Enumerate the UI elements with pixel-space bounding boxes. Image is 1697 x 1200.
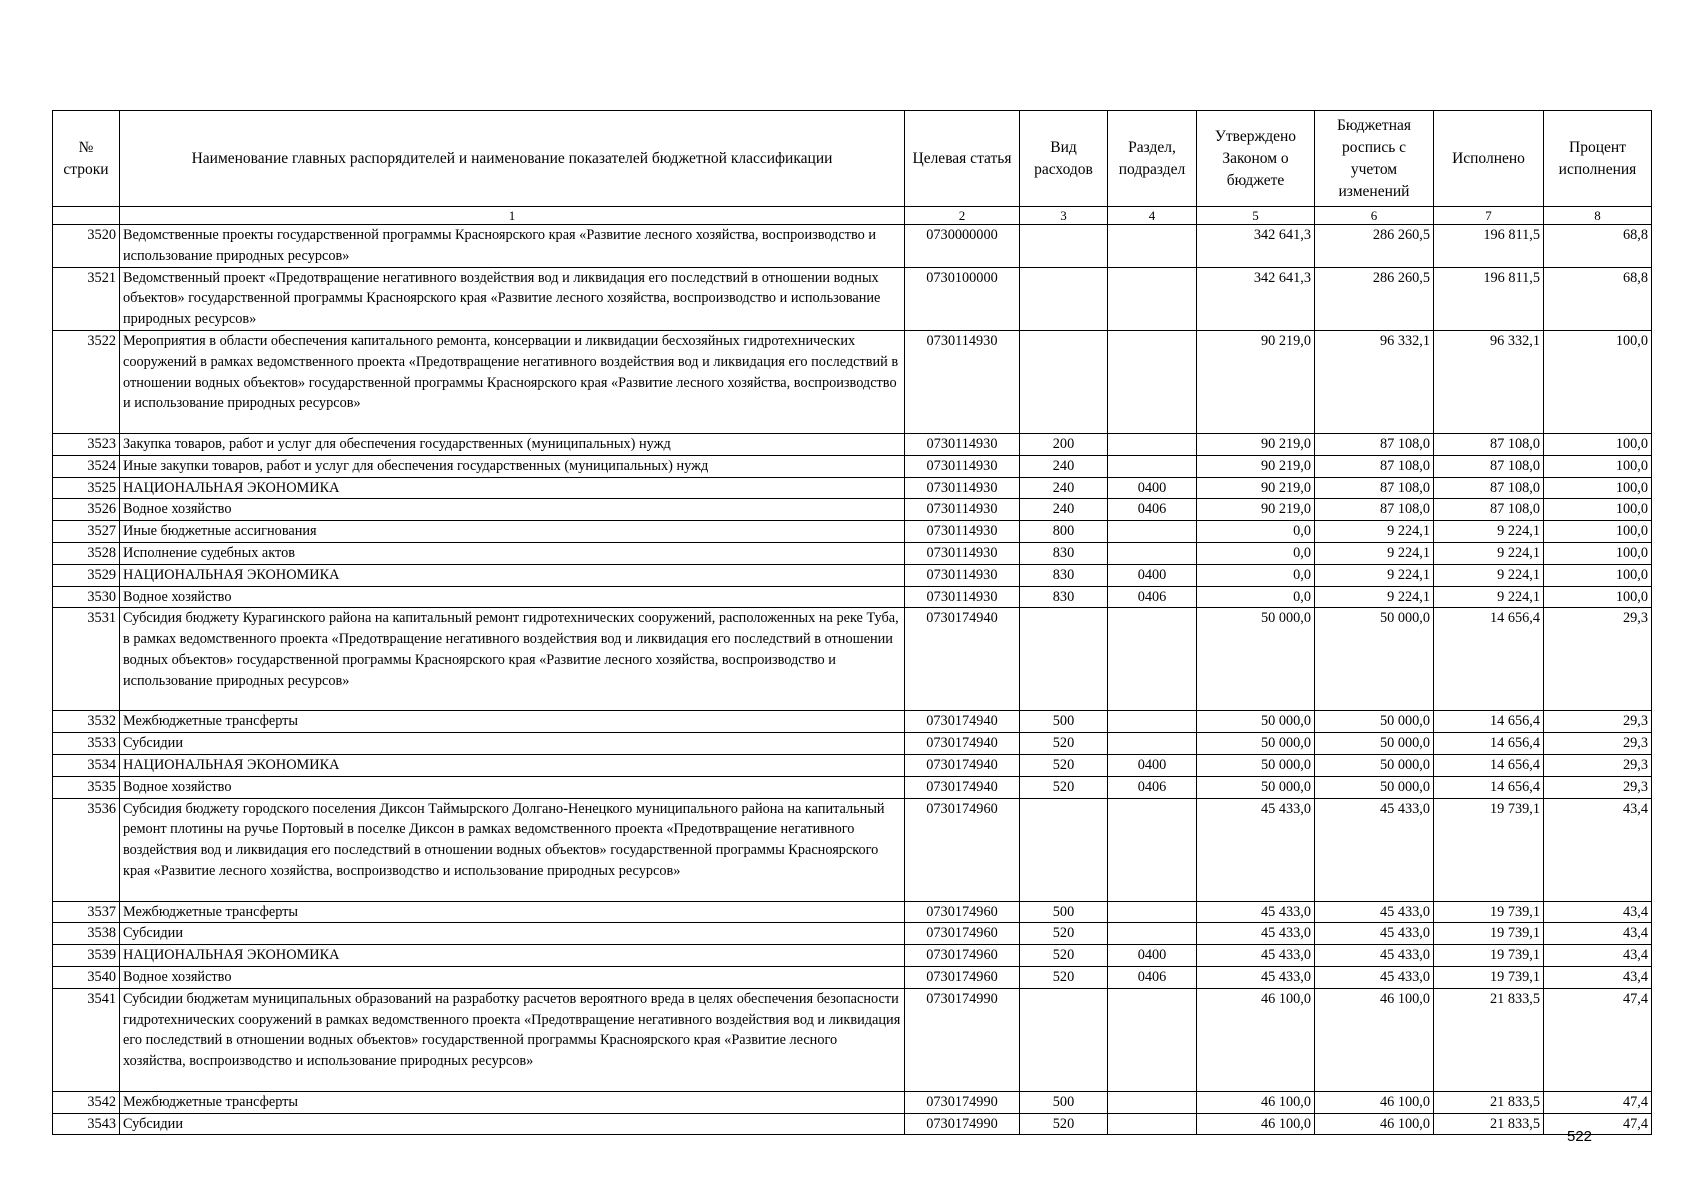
header-row-number: № строки	[53, 111, 120, 207]
table-row	[53, 564, 1652, 586]
table-row	[53, 521, 1652, 543]
approved-cell: 46 100,0	[1197, 1113, 1315, 1135]
expense-type-cell: 240	[1020, 455, 1108, 477]
column-number: 8	[1544, 207, 1652, 225]
header-expense-type: Вид расходов	[1020, 111, 1108, 207]
table-row	[53, 608, 1652, 711]
section-cell	[1108, 542, 1197, 564]
approved-cell: 50 000,0	[1197, 608, 1315, 711]
table-row	[53, 477, 1652, 499]
planned-cell: 96 332,1	[1315, 330, 1434, 433]
table-row	[53, 455, 1652, 477]
name-cell: Межбюджетные трансферты	[120, 711, 905, 733]
table-row	[53, 945, 1652, 967]
expense-type-cell: 800	[1020, 521, 1108, 543]
executed-cell: 21 833,5	[1434, 988, 1544, 1091]
expense-type-cell: 240	[1020, 499, 1108, 521]
percent-cell: 100,0	[1544, 564, 1652, 586]
row-number-cell: 3533	[53, 733, 120, 755]
row-number-cell: 3522	[53, 330, 120, 433]
percent-cell: 100,0	[1544, 455, 1652, 477]
row-number-cell: 3528	[53, 542, 120, 564]
name-cell: Ведомственные проекты государственной программы Красноярского края «Развитие лесного хозяйства, воспроизводство и использование природных ресурсов»	[120, 225, 905, 268]
section-cell	[1108, 225, 1197, 268]
target-article-cell: 0730100000	[905, 267, 1020, 330]
section-cell	[1108, 608, 1197, 711]
executed-cell: 14 656,4	[1434, 608, 1544, 711]
section-cell: 0400	[1108, 564, 1197, 586]
page-number: 522	[1567, 1128, 1593, 1145]
executed-cell: 196 811,5	[1434, 267, 1544, 330]
header-row	[53, 111, 1652, 207]
name-cell: НАЦИОНАЛЬНАЯ ЭКОНОМИКА	[120, 564, 905, 586]
section-cell: 0406	[1108, 586, 1197, 608]
expense-type-cell: 500	[1020, 901, 1108, 923]
budget-execution-table	[52, 110, 1652, 1135]
expense-type-cell: 520	[1020, 733, 1108, 755]
executed-cell: 14 656,4	[1434, 776, 1544, 798]
planned-cell: 9 224,1	[1315, 521, 1434, 543]
row-number-cell: 3535	[53, 776, 120, 798]
percent-cell: 43,4	[1544, 923, 1652, 945]
planned-cell: 286 260,5	[1315, 225, 1434, 268]
percent-cell: 47,4	[1544, 1113, 1652, 1135]
row-number-cell: 3539	[53, 945, 120, 967]
percent-cell: 100,0	[1544, 586, 1652, 608]
column-number: 2	[905, 207, 1020, 225]
row-number-cell: 3526	[53, 499, 120, 521]
approved-cell: 50 000,0	[1197, 754, 1315, 776]
row-number-cell: 3540	[53, 966, 120, 988]
target-article-cell: 0730174940	[905, 711, 1020, 733]
planned-cell: 45 433,0	[1315, 945, 1434, 967]
expense-type-cell: 520	[1020, 923, 1108, 945]
percent-cell: 43,4	[1544, 901, 1652, 923]
percent-cell: 100,0	[1544, 477, 1652, 499]
expense-type-cell: 500	[1020, 711, 1108, 733]
section-cell	[1108, 521, 1197, 543]
name-cell: Иные бюджетные ассигнования	[120, 521, 905, 543]
section-cell	[1108, 988, 1197, 1091]
row-number-cell: 3529	[53, 564, 120, 586]
target-article-cell: 0730174960	[905, 901, 1020, 923]
target-article-cell: 0730114930	[905, 433, 1020, 455]
column-number: 5	[1197, 207, 1315, 225]
row-number-cell: 3530	[53, 586, 120, 608]
table-row	[53, 499, 1652, 521]
table-row	[53, 1091, 1652, 1113]
approved-cell: 50 000,0	[1197, 711, 1315, 733]
percent-cell: 29,3	[1544, 711, 1652, 733]
approved-cell: 0,0	[1197, 521, 1315, 543]
name-cell: Субсидия бюджету Курагинского района на капитальный ремонт гидротехнических сооружений, расположенных на реке Туба, в рамках ведомственного проекта «Предотвращение негативного воздействия вод и ликвидация его последствий в отношении водных объектов» государственной программы Красноярского края «Развитие лесного хозяйства, воспроизводство и использование природных ресурсов»	[120, 608, 905, 711]
header-target-article: Целевая статья	[905, 111, 1020, 207]
target-article-cell: 0730174990	[905, 988, 1020, 1091]
expense-type-cell: 240	[1020, 477, 1108, 499]
planned-cell: 45 433,0	[1315, 798, 1434, 901]
executed-cell: 21 833,5	[1434, 1113, 1544, 1135]
name-cell: Субсидии	[120, 923, 905, 945]
percent-cell: 43,4	[1544, 798, 1652, 901]
name-cell: НАЦИОНАЛЬНАЯ ЭКОНОМИКА	[120, 754, 905, 776]
percent-cell: 47,4	[1544, 1091, 1652, 1113]
approved-cell: 50 000,0	[1197, 776, 1315, 798]
expense-type-cell: 520	[1020, 776, 1108, 798]
name-cell: Мероприятия в области обеспечения капитального ремонта, консервации и ликвидации бесхозяйных гидротехнических сооружений в рамках ведомственного проекта «Предотвращение негативного воздействия вод и ликвидация его последствий в отношении водных объектов» государственной программы Красноярского края «Развитие лесного хозяйства, воспроизводство и использование природных ресурсов»	[120, 330, 905, 433]
executed-cell: 96 332,1	[1434, 330, 1544, 433]
approved-cell: 45 433,0	[1197, 945, 1315, 967]
executed-cell: 19 739,1	[1434, 923, 1544, 945]
header-section: Раздел, подраздел	[1108, 111, 1197, 207]
approved-cell: 90 219,0	[1197, 499, 1315, 521]
expense-type-cell: 830	[1020, 586, 1108, 608]
section-cell: 0400	[1108, 754, 1197, 776]
table-row	[53, 267, 1652, 330]
target-article-cell: 0730114930	[905, 330, 1020, 433]
row-number-cell: 3538	[53, 923, 120, 945]
section-cell	[1108, 711, 1197, 733]
column-number: 7	[1434, 207, 1544, 225]
column-number	[53, 207, 120, 225]
row-number-cell: 3532	[53, 711, 120, 733]
planned-cell: 9 224,1	[1315, 564, 1434, 586]
planned-cell: 50 000,0	[1315, 776, 1434, 798]
section-cell: 0400	[1108, 477, 1197, 499]
column-number: 4	[1108, 207, 1197, 225]
planned-cell: 50 000,0	[1315, 754, 1434, 776]
executed-cell: 87 108,0	[1434, 433, 1544, 455]
name-cell: Водное хозяйство	[120, 499, 905, 521]
target-article-cell: 0730174990	[905, 1091, 1020, 1113]
planned-cell: 45 433,0	[1315, 901, 1434, 923]
expense-type-cell: 520	[1020, 966, 1108, 988]
executed-cell: 9 224,1	[1434, 586, 1544, 608]
approved-cell: 46 100,0	[1197, 1091, 1315, 1113]
approved-cell: 90 219,0	[1197, 477, 1315, 499]
table-row	[53, 542, 1652, 564]
percent-cell: 100,0	[1544, 499, 1652, 521]
target-article-cell: 0730114930	[905, 542, 1020, 564]
section-cell: 0400	[1108, 945, 1197, 967]
approved-cell: 45 433,0	[1197, 923, 1315, 945]
planned-cell: 286 260,5	[1315, 267, 1434, 330]
percent-cell: 29,3	[1544, 776, 1652, 798]
row-number-cell: 3542	[53, 1091, 120, 1113]
percent-cell: 29,3	[1544, 733, 1652, 755]
name-cell: Водное хозяйство	[120, 776, 905, 798]
row-number-cell: 3537	[53, 901, 120, 923]
percent-cell: 68,8	[1544, 225, 1652, 268]
approved-cell: 342 641,3	[1197, 267, 1315, 330]
row-number-cell: 3525	[53, 477, 120, 499]
table-row	[53, 330, 1652, 433]
name-cell: Субсидии	[120, 733, 905, 755]
name-cell: Иные закупки товаров, работ и услуг для обеспечения государственных (муниципальных) нужд	[120, 455, 905, 477]
planned-cell: 46 100,0	[1315, 1091, 1434, 1113]
planned-cell: 9 224,1	[1315, 542, 1434, 564]
planned-cell: 50 000,0	[1315, 608, 1434, 711]
planned-cell: 9 224,1	[1315, 586, 1434, 608]
table-row	[53, 798, 1652, 901]
section-cell	[1108, 267, 1197, 330]
planned-cell: 87 108,0	[1315, 433, 1434, 455]
target-article-cell: 0730174940	[905, 754, 1020, 776]
section-cell	[1108, 433, 1197, 455]
section-cell	[1108, 455, 1197, 477]
name-cell: Водное хозяйство	[120, 966, 905, 988]
approved-cell: 90 219,0	[1197, 455, 1315, 477]
table-row	[53, 901, 1652, 923]
table-row	[53, 1113, 1652, 1135]
section-cell: 0406	[1108, 499, 1197, 521]
target-article-cell: 0730174960	[905, 966, 1020, 988]
expense-type-cell: 830	[1020, 542, 1108, 564]
table-row	[53, 776, 1652, 798]
percent-cell: 68,8	[1544, 267, 1652, 330]
expense-type-cell	[1020, 798, 1108, 901]
percent-cell: 47,4	[1544, 988, 1652, 1091]
table-row	[53, 923, 1652, 945]
approved-cell: 0,0	[1197, 586, 1315, 608]
name-cell: Ведомственный проект «Предотвращение негативного воздействия вод и ликвидация его последствий в отношении водных объектов» государственной программы Красноярского края «Развитие лесного хозяйства, воспроизводство и использование природных ресурсов»	[120, 267, 905, 330]
planned-cell: 45 433,0	[1315, 966, 1434, 988]
percent-cell: 43,4	[1544, 945, 1652, 967]
target-article-cell: 0730174940	[905, 733, 1020, 755]
target-article-cell: 0730174990	[905, 1113, 1020, 1135]
percent-cell: 43,4	[1544, 966, 1652, 988]
section-cell	[1108, 1091, 1197, 1113]
percent-cell: 100,0	[1544, 521, 1652, 543]
approved-cell: 45 433,0	[1197, 798, 1315, 901]
expense-type-cell: 520	[1020, 1113, 1108, 1135]
executed-cell: 19 739,1	[1434, 966, 1544, 988]
executed-cell: 14 656,4	[1434, 711, 1544, 733]
row-number-cell: 3527	[53, 521, 120, 543]
section-cell	[1108, 733, 1197, 755]
section-cell	[1108, 798, 1197, 901]
expense-type-cell	[1020, 225, 1108, 268]
planned-cell: 46 100,0	[1315, 1113, 1434, 1135]
executed-cell: 19 739,1	[1434, 945, 1544, 967]
target-article-cell: 0730174960	[905, 923, 1020, 945]
expense-type-cell: 500	[1020, 1091, 1108, 1113]
name-cell: Водное хозяйство	[120, 586, 905, 608]
executed-cell: 87 108,0	[1434, 477, 1544, 499]
expense-type-cell	[1020, 267, 1108, 330]
executed-cell: 9 224,1	[1434, 542, 1544, 564]
planned-cell: 45 433,0	[1315, 923, 1434, 945]
percent-cell: 29,3	[1544, 754, 1652, 776]
target-article-cell: 0730114930	[905, 499, 1020, 521]
expense-type-cell: 520	[1020, 754, 1108, 776]
planned-cell: 50 000,0	[1315, 733, 1434, 755]
target-article-cell: 0730114930	[905, 477, 1020, 499]
header-percent: Процент исполнения	[1544, 111, 1652, 207]
table-body	[53, 225, 1652, 1135]
target-article-cell: 0730000000	[905, 225, 1020, 268]
executed-cell: 14 656,4	[1434, 754, 1544, 776]
name-cell: Исполнение судебных актов	[120, 542, 905, 564]
approved-cell: 50 000,0	[1197, 733, 1315, 755]
planned-cell: 87 108,0	[1315, 455, 1434, 477]
target-article-cell: 0730114930	[905, 564, 1020, 586]
expense-type-cell	[1020, 608, 1108, 711]
row-number-cell: 3521	[53, 267, 120, 330]
executed-cell: 19 739,1	[1434, 901, 1544, 923]
row-number-cell: 3541	[53, 988, 120, 1091]
expense-type-cell	[1020, 988, 1108, 1091]
header-planned: Бюджетная роспись с учетом изменений	[1315, 111, 1434, 207]
target-article-cell: 0730114930	[905, 521, 1020, 543]
header-executed: Исполнено	[1434, 111, 1544, 207]
name-cell: Субсидии бюджетам муниципальных образований на разработку расчетов вероятного вреда в целях обеспечения безопасности гидротехнических сооружений в рамках ведомственного проекта «Предотвращение негативного воздействия вод и ликвидация его последствий в отношении водных объектов» государственной программы Красноярского края «Развитие лесного хозяйства, воспроизводство и использование природных ресурсов»	[120, 988, 905, 1091]
table-row	[53, 433, 1652, 455]
executed-cell: 87 108,0	[1434, 499, 1544, 521]
header-approved: Утверждено Законом о бюджете	[1197, 111, 1315, 207]
planned-cell: 46 100,0	[1315, 988, 1434, 1091]
executed-cell: 196 811,5	[1434, 225, 1544, 268]
header-name: Наименование главных распорядителей и наименование показателей бюджетной классификации	[120, 111, 905, 207]
planned-cell: 87 108,0	[1315, 477, 1434, 499]
column-number: 1	[120, 207, 905, 225]
approved-cell: 46 100,0	[1197, 988, 1315, 1091]
column-number: 6	[1315, 207, 1434, 225]
executed-cell: 14 656,4	[1434, 733, 1544, 755]
target-article-cell: 0730174940	[905, 608, 1020, 711]
section-cell	[1108, 330, 1197, 433]
target-article-cell: 0730174960	[905, 798, 1020, 901]
row-number-cell: 3531	[53, 608, 120, 711]
executed-cell: 87 108,0	[1434, 455, 1544, 477]
executed-cell: 9 224,1	[1434, 564, 1544, 586]
table-row	[53, 754, 1652, 776]
executed-cell: 9 224,1	[1434, 521, 1544, 543]
approved-cell: 342 641,3	[1197, 225, 1315, 268]
row-number-cell: 3523	[53, 433, 120, 455]
executed-cell: 19 739,1	[1434, 798, 1544, 901]
expense-type-cell: 200	[1020, 433, 1108, 455]
name-cell: Субсидии	[120, 1113, 905, 1135]
name-cell: Субсидия бюджету городского поселения Диксон Таймырского Долгано-Ненецкого муниципального района на капитальный ремонт плотины на ручье Портовый в поселке Диксон в рамках ведомственного проекта «Предотвращение негативного воздействия вод и ликвидация его последствий в отношении водных объектов» государственной программы Красноярского края «Развитие лесного хозяйства, воспроизводство и использование природных ресурсов»	[120, 798, 905, 901]
row-number-cell: 3536	[53, 798, 120, 901]
column-number-row	[53, 207, 1652, 225]
name-cell: НАЦИОНАЛЬНАЯ ЭКОНОМИКА	[120, 945, 905, 967]
table-row	[53, 225, 1652, 268]
percent-cell: 29,3	[1544, 608, 1652, 711]
planned-cell: 50 000,0	[1315, 711, 1434, 733]
row-number-cell: 3534	[53, 754, 120, 776]
percent-cell: 100,0	[1544, 330, 1652, 433]
executed-cell: 21 833,5	[1434, 1091, 1544, 1113]
approved-cell: 90 219,0	[1197, 433, 1315, 455]
table-row	[53, 988, 1652, 1091]
target-article-cell: 0730114930	[905, 455, 1020, 477]
expense-type-cell: 520	[1020, 945, 1108, 967]
approved-cell: 45 433,0	[1197, 966, 1315, 988]
name-cell: Закупка товаров, работ и услуг для обеспечения государственных (муниципальных) нужд	[120, 433, 905, 455]
target-article-cell: 0730174960	[905, 945, 1020, 967]
table-row	[53, 711, 1652, 733]
name-cell: НАЦИОНАЛЬНАЯ ЭКОНОМИКА	[120, 477, 905, 499]
percent-cell: 100,0	[1544, 542, 1652, 564]
row-number-cell: 3543	[53, 1113, 120, 1135]
section-cell: 0406	[1108, 776, 1197, 798]
target-article-cell: 0730114930	[905, 586, 1020, 608]
planned-cell: 87 108,0	[1315, 499, 1434, 521]
approved-cell: 90 219,0	[1197, 330, 1315, 433]
approved-cell: 45 433,0	[1197, 901, 1315, 923]
name-cell: Межбюджетные трансферты	[120, 901, 905, 923]
expense-type-cell	[1020, 330, 1108, 433]
section-cell	[1108, 1113, 1197, 1135]
section-cell	[1108, 923, 1197, 945]
row-number-cell: 3524	[53, 455, 120, 477]
section-cell: 0406	[1108, 966, 1197, 988]
target-article-cell: 0730174940	[905, 776, 1020, 798]
table-row	[53, 966, 1652, 988]
table-row	[53, 733, 1652, 755]
name-cell: Межбюджетные трансферты	[120, 1091, 905, 1113]
percent-cell: 100,0	[1544, 433, 1652, 455]
expense-type-cell: 830	[1020, 564, 1108, 586]
column-number: 3	[1020, 207, 1108, 225]
approved-cell: 0,0	[1197, 564, 1315, 586]
section-cell	[1108, 901, 1197, 923]
table-row	[53, 586, 1652, 608]
row-number-cell: 3520	[53, 225, 120, 268]
approved-cell: 0,0	[1197, 542, 1315, 564]
